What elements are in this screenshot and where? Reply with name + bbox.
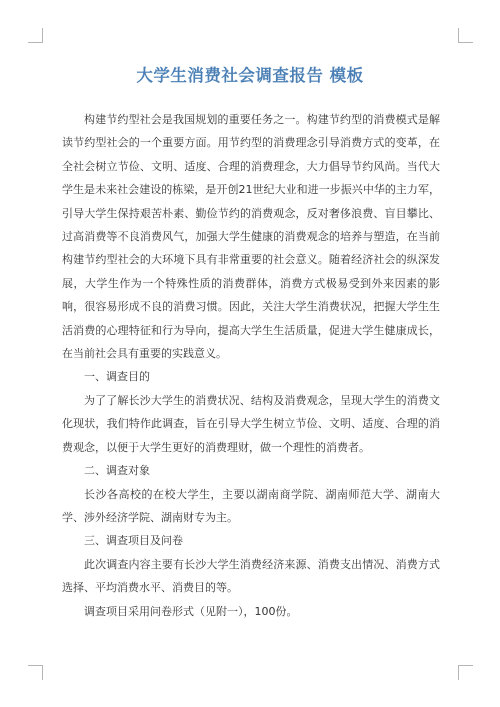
crop-mark-top-left [28, 28, 43, 43]
questionnaire-paragraph: 调查项目采用问卷形式（见附一），100份。 [84, 604, 298, 618]
intro-paragraph: 构建节约型社会是我国规划的重要任务之一。构建节约型的消费模式是解读节约型社会的一个重要方面。用节约型的消费理念引导消费方式的变革，在全社会树立节俭、文明、适度、合理的消费理念，大力倡导节约风尚。当代大学生是未来社会建设的栋梁，是开创21世纪大业和进一步振兴中华的主力军，引导大学生保持艰苦朴素、勤俭节约的消费观念，反对奢侈浪费、盲目攀比、过高消费等不良消费风气，加强大学生健康的消费观念的培养与塑造，在当前构建节约型社会的大环境下具有非常重要的社会意义。随着经济社会的纵深发展，大学生作为一个特殊性质的消费群体，消费方式极易受到外来因素的影响，很容易形成不良的消费习惯。因此，关注大学生消费状况，把握大学生生活消费的心理特征和行为导向，提高大学生生活质量，促进大学生健康成长，在当前社会具有重要的实践意义。 [62, 113, 440, 361]
items-paragraph: 此次调查内容主要有长沙大学生消费经济来源、消费支出情况、消费方式选择、平均消费水平、消费目的等。 [62, 557, 440, 595]
document-body [62, 108, 440, 623]
crop-mark-bottom-left [28, 665, 43, 680]
crop-mark-top-right [458, 28, 473, 43]
section-heading-items: 三、调查项目及问卷 [84, 534, 183, 548]
document-title: 大学生消费社会调查报告 模板 [136, 66, 364, 85]
crop-mark-bottom-right [458, 665, 473, 680]
section-heading-purpose: 一、调查目的 [84, 370, 150, 384]
section-heading-subjects: 二、调查对象 [84, 464, 150, 478]
subjects-paragraph: 长沙各高校的在校大学生，主要以湖南商学院、湖南师范大学、湖南大学、涉外经济学院、湖南财专为主。 [62, 487, 440, 524]
purpose-paragraph: 为了了解长沙大学生的消费状况、结构及消费观念，呈现大学生的消费文化现状，我们特作此调查，旨在引导大学生树立节俭、文明、适度、合理的消费观念，以便于大学生更好的消费理财，做一个理性的消费者。 [62, 393, 440, 454]
